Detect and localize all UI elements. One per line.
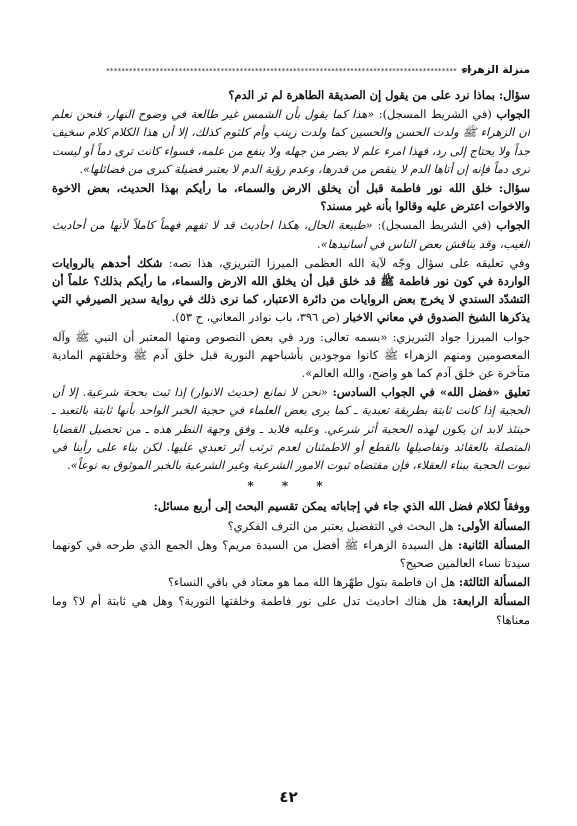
question-1-label: سؤال:: [498, 88, 530, 102]
issue-4: [52, 592, 530, 628]
fadlallah-comment-label: تعليق «فضل الله» في الجواب السادس:: [332, 385, 530, 400]
issue-3-text: هل ان فاطمة بتول طهّرها الله مما هو معتاد في باقي النساء؟: [167, 575, 459, 590]
page-body: [52, 86, 530, 786]
commentary-text: علماً أن التشدّد السندي لا يخرج بعض الروايات من دائرة الاعتبار، كما نرى ذلك في رواية سدير الصيرفي التي يذكرها الشيخ الصدوق في معاني الاخبار: [52, 274, 530, 325]
question-1-text: بماذا نرد على من يقول إن الصديقة الطاهرة لم تر الدم؟: [228, 88, 499, 102]
header-asterisk-rule: *** ********************************************************************************************: [105, 67, 472, 75]
issue-1-text: هل البحث في التفضيل يعتبر من الترف الفكري؟: [227, 518, 458, 533]
section-separator: * * *: [247, 479, 335, 494]
issue-2-text: هل السيدة الزهراء ﷺ أفضل من السيدة مريم؟ وهل الجمع الذي طرحه في كونهما سيدتا نساء العالمين صحيح؟: [52, 537, 530, 571]
fadlallah-comment-quote: «نحن لا نمانع (حديث الانوار) إذا ثبت بحجة شرعية. إلا أن الحجية إذا كانت ثابتة بطريقة تعبدية ـ كما يرى بعض العلماء في حجية الخبر الواحد بأنها ثابتة بالتعبد ـ حينئذ لابد ان يكون لهذه الحجية أثر شرعي. وعليه فلابد ـ وفق وجهة النظر هذه ـ من تحصيل القضايا المتصلة بالعقائد وتفاصيلها بالقطع أو الاطمئنان لعدم ترتب أثر تعبدي عليها. لكن بناء على رأينا في ثبوت الحجية ببناء العقلاء، فإن مقتضاه ثبوت الامور الشرعية وغير الشرعية بالخبر الموثوق به نوعاً».: [52, 385, 530, 473]
issue-4-text: هل هناك احاديث تدل على نور فاطمة وخلقتها النورية؟ وهل هي ثابتة أم لا؟ وما معناها؟: [52, 594, 530, 627]
issue-1: [52, 517, 530, 535]
commentary-intro: وفي تعليقه على سؤال وجّه لآية الله العظمى الميرزا التبريزي، هذا نصه:: [168, 255, 530, 270]
question-1: [52, 86, 530, 104]
question-2-label: سؤال:: [498, 181, 530, 196]
question-2-text: خلق الله نور فاطمة قبل أن يخلق الارض والسماء، ما رأيكم بهذا الحديث، بعض الاخوة والاخوات اعترض عليه وقالوا بأنه غير مسند؟: [52, 181, 530, 214]
answer-2-source: (في الشريط المسجل):: [377, 218, 497, 233]
running-title: منزلة الزهراء: [461, 64, 530, 76]
page-number: ٤٢: [279, 788, 298, 806]
answer-1-quote: فنحن نعلم أن الزهراء ﷺ ولدت الحسن والحسين كما ولدت زينب وأم كلثوم كذلك، إلا أن هذا الكلام كلام سخيف جداً ولا يحتاج إلى رد، فهذا امرء علم لا يضر من جهله ولا ينفع من علمه، فسواء كانت ترى دماً أو ليست ترى دماً فإنه إن أتاها الدم لا ينقص من قدرها، وعدم رؤية الدم لا يعتبر فضيلة كبرى من فضائلها».: [52, 107, 530, 176]
answer-1: [52, 105, 530, 178]
fadlallah-comment: [52, 383, 530, 474]
answer-1-label: الجواب: [496, 107, 530, 122]
answer-1-source: (في الشريط المسجل):: [378, 107, 497, 122]
tabrizi-answer-text: «بسمه تعالى: ورد في بعض النصوص ومنها المعتبر أن النبي ﷺ وآله المعصومين ومنهم الزهراء ﷺ كانوا موجودين بأشباحهم النورية قبل خلق آدم ﷺ وخلقتهم المادية متأخرة عن خلق آدم كما هو واضح، والله العالم».: [52, 329, 530, 381]
issue-4-label: المسألة الرابعة:: [452, 594, 530, 609]
issue-3: [52, 573, 530, 591]
commentary-reference: (ص ٣٩٦، باب نوادر المعاني، ح ٥٣).: [171, 310, 344, 325]
commentary-paragraph: [52, 254, 530, 327]
issue-2: [52, 536, 530, 572]
tabrizi-answer-label: جواب الميرزا جواد التبريزي:: [392, 329, 530, 344]
commentary-question: شكك أحدهم بالروايات الواردة في كون نور فاطمة ﷺ قد خلق قبل أن يخلق الله الارض والسماء، ما رأيكم بذلك؟: [52, 255, 530, 289]
issue-3-label: المسألة الثالثة:: [458, 575, 530, 590]
page-header: [52, 64, 530, 80]
tabrizi-answer: [52, 328, 530, 383]
issue-2-label: المسألة الثانية:: [457, 537, 530, 552]
division-statement: ووفقاً لكلام فضل الله الذي جاء في إجاباته يمكن تقسيم البحث إلى أربع مسائل:: [153, 499, 530, 514]
question-2: [52, 179, 530, 215]
issue-1-label: المسألة الأولى:: [457, 518, 530, 533]
answer-2-label: الجواب: [496, 218, 530, 233]
answer-2-quote: «طبيعة الحال، هكذا احاديث قد لا تفهم فهماً كاملاً لأنها من أحاديث الغيب، وقد يناقش بعض الناس في أسانيدها».: [52, 218, 530, 251]
answer-1-quote-lead: «هذا كما يقول بأن الشمس غير طالعة في وضوح النهار،: [105, 107, 379, 122]
answer-2: [52, 216, 530, 252]
